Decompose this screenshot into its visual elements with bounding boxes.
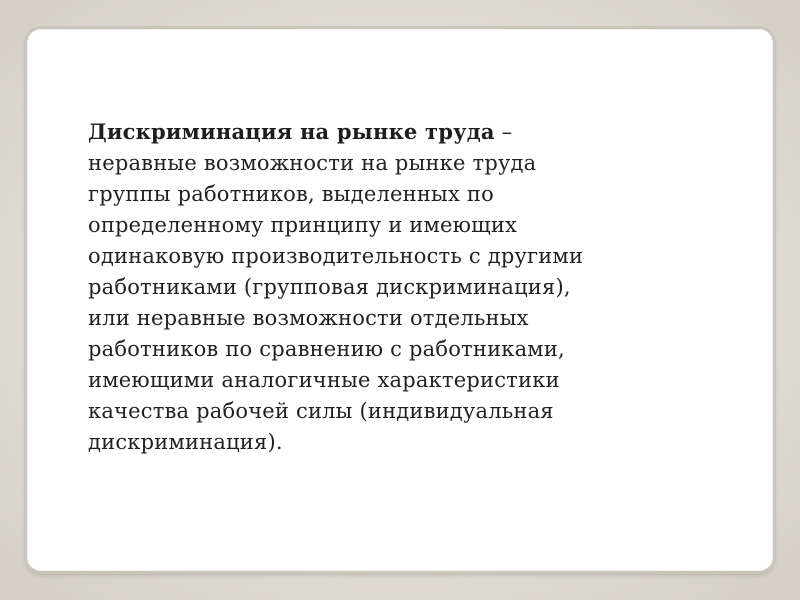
definition-line-4: одинаковую производительность с другими xyxy=(88,244,584,268)
definition-text xyxy=(88,116,728,458)
definition-line-8: имеющими аналогичные характеристики xyxy=(88,368,560,392)
definition-line-6: или неравные возможности отдельных xyxy=(88,306,529,330)
definition-line-0 xyxy=(88,116,728,148)
content-card xyxy=(27,29,773,571)
definition-line-3: определенному принципу и имеющих xyxy=(88,213,518,237)
definition-line-2: группы работников, выделенных по xyxy=(88,182,494,206)
content-card-inner xyxy=(30,32,770,568)
definition-line-5: работниками (групповая дискриминация), xyxy=(88,275,571,299)
definition-line-7: работников по сравнению с работниками, xyxy=(88,337,565,361)
definition-line-9: качества рабочей силы (индивидуальная xyxy=(88,399,554,423)
definition-line-10: дискриминация). xyxy=(88,430,283,454)
definition-dash: – xyxy=(494,120,513,144)
definition-term: Дискриминация на рынке труда xyxy=(88,119,495,144)
definition-line-1: неравные возможности на рынке труда xyxy=(88,151,537,175)
